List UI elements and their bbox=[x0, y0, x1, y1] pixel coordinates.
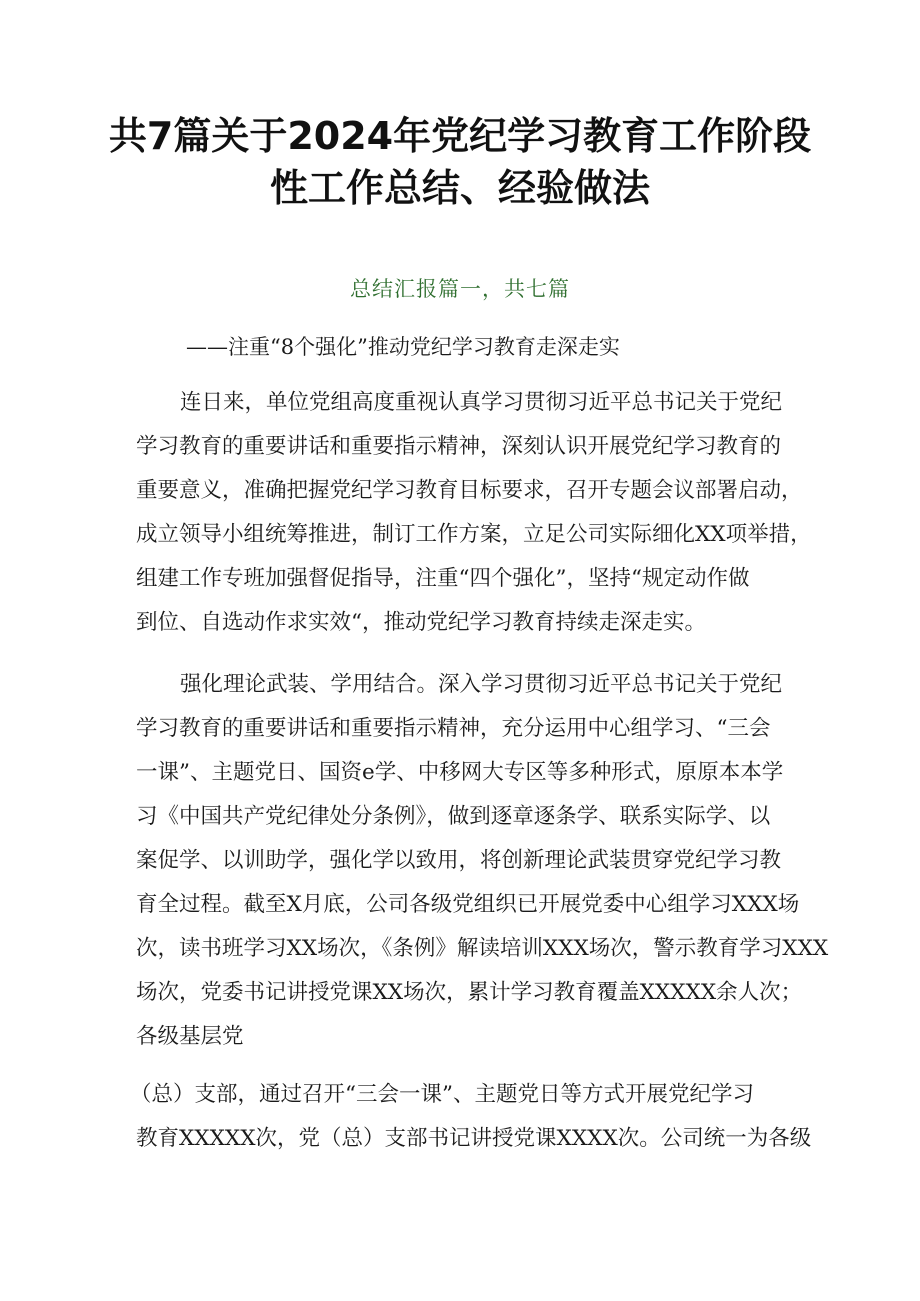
paragraph-3-line: （总）支部，通过召开“三会一课”、主题党日等方式开展党纪学习 bbox=[130, 1082, 754, 1107]
section-theme-line: ——注重“8个强化”推动党纪学习教育走深走实 bbox=[186, 335, 620, 359]
paragraph-2-line: 强化理论武装、学用结合。深入学习贯彻习近平总书记关于党纪 bbox=[180, 672, 783, 697]
paragraph-2-line: 次，读书班学习XX场次，《条例》解读培训XXX场次，警示教育学习XXX bbox=[136, 936, 829, 961]
paragraph-1-line: 到位、自选动作求实效“，推动党纪学习教育持续走深走实。 bbox=[136, 610, 706, 635]
paragraph-2-line: 学习教育的重要讲话和重要指示精神，充分运用中心组学习、“三会 bbox=[136, 716, 771, 741]
paragraph-2-line: 育全过程。截至X月底，公司各级党组织已开展党委中心组学习XXX场 bbox=[136, 892, 800, 917]
section-subtitle: 总结汇报篇一，共七篇 bbox=[350, 277, 570, 301]
document-title-line-2: 性工作总结、经验做法 bbox=[269, 166, 650, 210]
paragraph-2-line: 案促学、以训助学，强化学以致用，将创新理论武装贯穿党纪学习教 bbox=[136, 848, 782, 873]
paragraph-2-line: 习《中国共产党纪律处分条例》，做到逐章逐条学、联系实际学、以 bbox=[136, 804, 771, 829]
paragraph-2-line: 各级基层党 bbox=[136, 1024, 244, 1049]
paragraph-3-line: 教育XXXXX次，党（总）支部书记讲授党课XXXX次。公司统一为各级 bbox=[136, 1126, 812, 1151]
document-title-line-1: 共7篇关于2024年党纪学习教育工作阶段 bbox=[108, 114, 812, 158]
paragraph-1-line: 组建工作专班加强督促指导，注重“四个强化”，坚持“规定动作做 bbox=[136, 566, 750, 591]
paragraph-2-line: 一课”、主题党日、国资e学、中移网大专区等多种形式，原原本本学 bbox=[136, 760, 784, 785]
paragraph-1-line: 成立领导小组统筹推进，制订工作方案，立足公司实际细化XX项举措， bbox=[136, 522, 812, 547]
paragraph-1-line: 连日来，单位党组高度重视认真学习贯彻习近平总书记关于党纪 bbox=[180, 390, 783, 415]
paragraph-1-line: 重要意义，准确把握党纪学习教育目标要求，召开专题会议部署启动， bbox=[136, 478, 803, 503]
paragraph-2-line: 场次，党委书记讲授党课XX场次，累计学习教育覆盖XXXXX余人次； bbox=[136, 980, 803, 1005]
paragraph-1-line: 学习教育的重要讲话和重要指示精神，深刻认识开展党纪学习教育的 bbox=[136, 434, 782, 459]
